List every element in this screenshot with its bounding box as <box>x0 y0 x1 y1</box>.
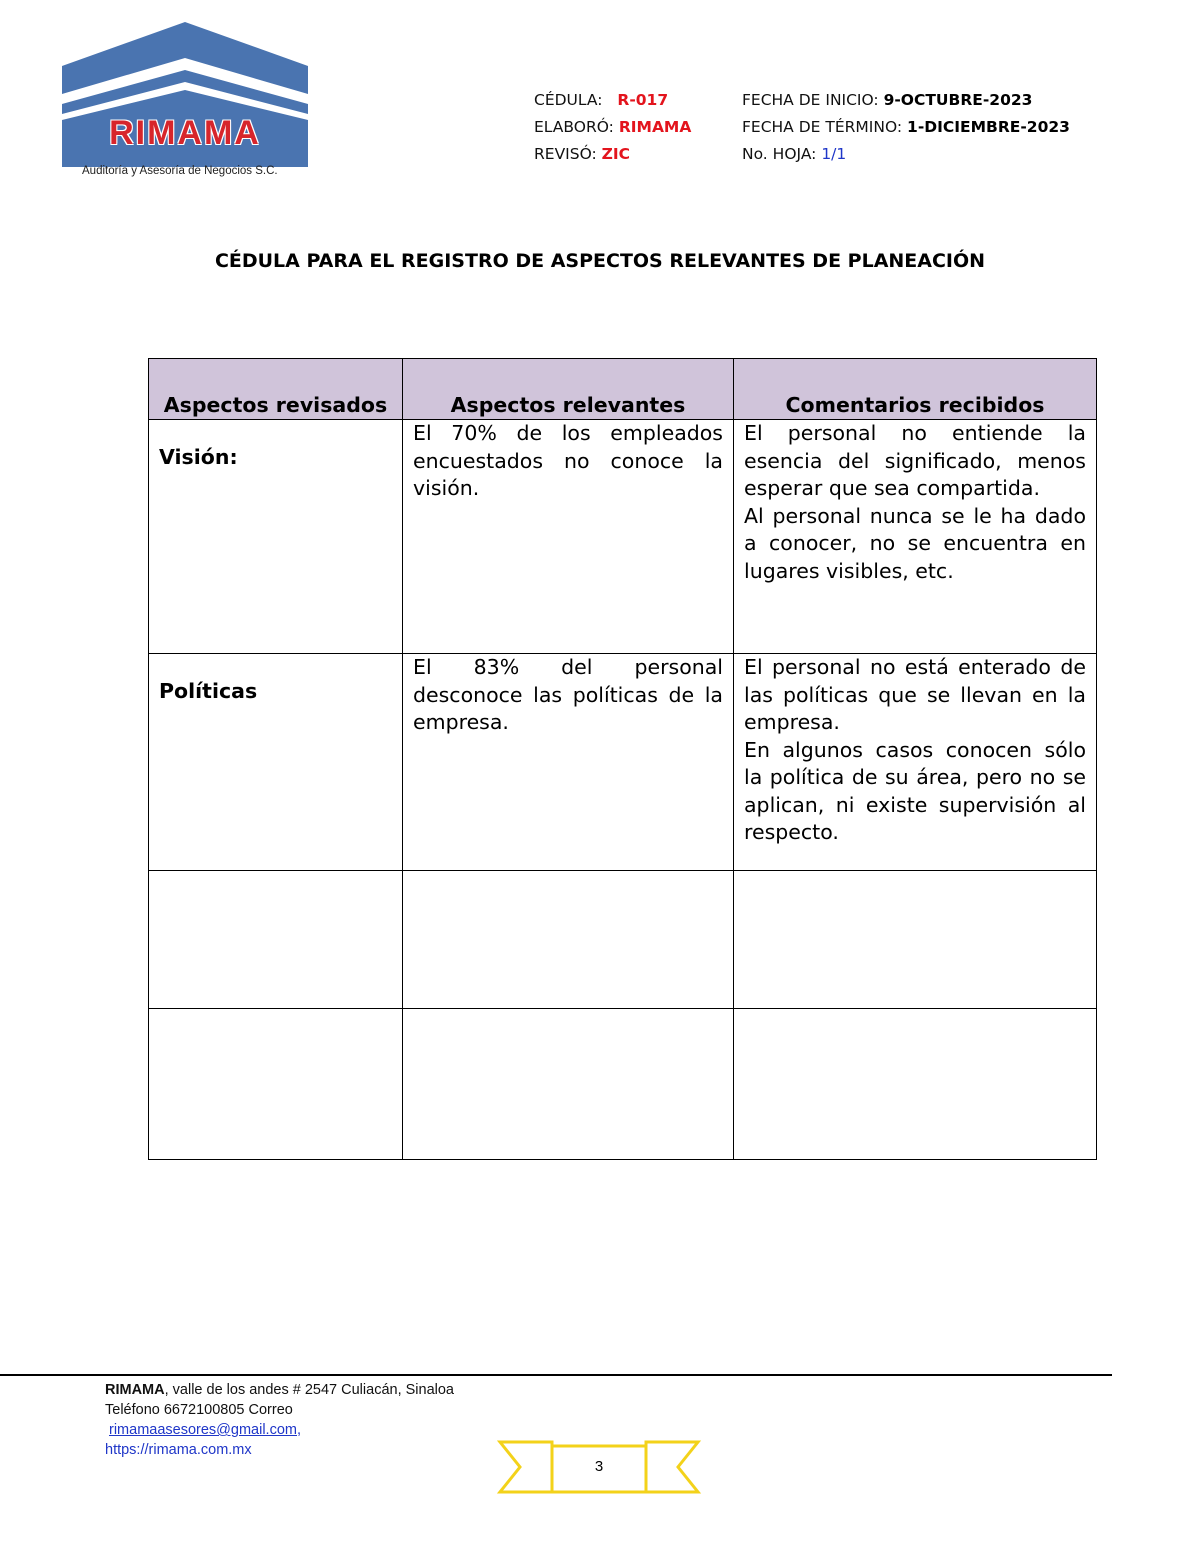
elaboro-value: RIMAMA <box>618 118 692 136</box>
company-logo <box>62 22 308 182</box>
empty-cell <box>149 1009 403 1160</box>
aspecto-cell: Visión: <box>149 420 403 654</box>
reviso-value: ZIC <box>601 145 631 163</box>
footer-divider <box>0 1374 1112 1376</box>
comentario-paragraph: El personal no está enterado de las políticas que se llevan en la empresa. <box>744 655 1086 734</box>
empty-cell <box>403 1009 734 1160</box>
cedula-value: R-017 <box>617 91 669 109</box>
page-number-box <box>496 1438 702 1498</box>
comentario-paragraph: El personal no entiende la esencia del significado, menos esperar que sea compartida. <box>744 421 1086 500</box>
hoja-label: No. HOJA: <box>742 145 817 163</box>
reviso-label: REVISÓ: <box>534 145 597 163</box>
aspecto-cell: Políticas <box>149 654 403 871</box>
footer-address-line <box>105 1380 454 1400</box>
cedula-label: CÉDULA: <box>534 91 603 109</box>
relevante-cell: El 83% del personal desconoce las políticas de la empresa. <box>403 654 734 871</box>
footer-company: RIMAMA <box>105 1382 165 1398</box>
comentario-cell <box>734 654 1097 871</box>
fecha-inicio-label: FECHA DE INICIO: <box>742 91 879 109</box>
page-number: 3 <box>594 1458 604 1475</box>
logo-subtitle: Auditoría y Asesoría de Negocios S.C. <box>82 165 278 177</box>
fecha-termino-value: 1-DICIEMBRE-2023 <box>907 118 1070 136</box>
table-row <box>149 420 1097 654</box>
table-header-row <box>149 359 1097 420</box>
page-title: CÉDULA PARA EL REGISTRO DE ASPECTOS RELEVANTES DE PLANEACIÓN <box>214 250 986 272</box>
footer-contact <box>105 1380 454 1460</box>
fecha-termino-line <box>742 118 1070 136</box>
cedula-line <box>534 91 668 109</box>
logo-name: RIMAMA <box>109 114 261 152</box>
empty-cell <box>403 871 734 1009</box>
reviso-line <box>534 145 630 163</box>
footer-phone: Teléfono 6672100805 Correo <box>105 1402 293 1418</box>
fecha-termino-label: FECHA DE TÉRMINO: <box>742 118 903 136</box>
roof-icon <box>62 22 308 182</box>
hoja-line <box>742 145 846 163</box>
footer-email-link[interactable]: rimamaasesores@gmail.com, <box>109 1422 301 1438</box>
comentario-paragraph: Al personal nunca se le ha dado a conocer, no se encuentra en lugares visibles, etc. <box>744 503 1086 583</box>
empty-cell <box>734 1009 1097 1160</box>
footer-website-link[interactable]: https://rimama.com.mx <box>105 1442 252 1458</box>
planning-table <box>148 358 1097 1160</box>
table-row-empty <box>149 871 1097 1009</box>
comentario-paragraph: En algunos casos conocen sólo la política de su área, pero no se aplican, ni existe supervisión al respecto. <box>744 737 1086 844</box>
footer-address: , valle de los andes # 2547 Culiacán, Sinaloa <box>164 1382 455 1398</box>
hoja-value: 1/1 <box>821 145 847 163</box>
elaboro-line <box>534 118 691 136</box>
empty-cell <box>734 871 1097 1009</box>
relevante-cell: El 70% de los empleados encuestados no conoce la visión. <box>403 420 734 654</box>
header-aspectos-relevantes: Aspectos relevantes <box>403 359 734 420</box>
header-comentarios-recibidos: Comentarios recibidos <box>734 359 1097 420</box>
fecha-inicio-line <box>742 91 1032 109</box>
header-aspectos-revisados: Aspectos revisados <box>149 359 403 420</box>
comentario-cell <box>734 420 1097 654</box>
empty-cell <box>149 871 403 1009</box>
table-row-empty <box>149 1009 1097 1160</box>
elaboro-label: ELABORÓ: <box>534 118 614 136</box>
table-row <box>149 654 1097 871</box>
fecha-inicio-value: 9-OCTUBRE-2023 <box>883 91 1033 109</box>
